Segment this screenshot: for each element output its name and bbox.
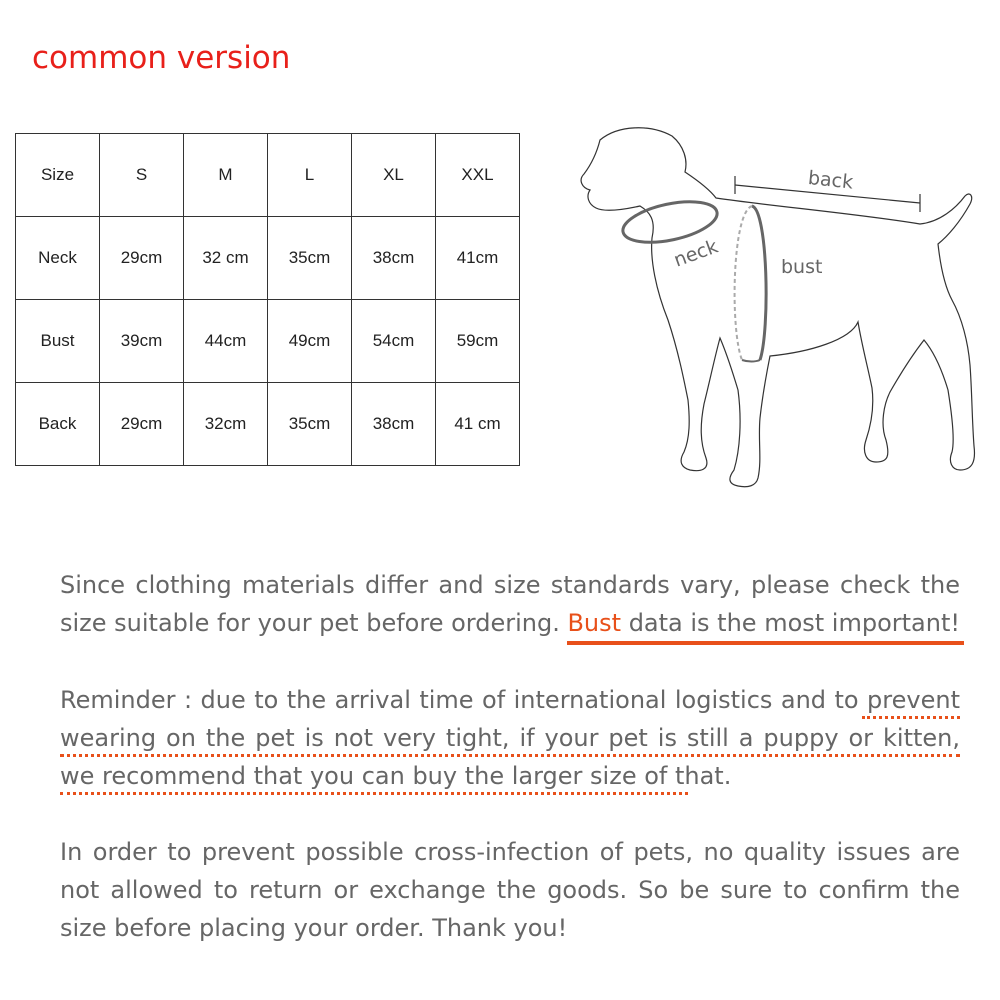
row-label: Neck <box>16 217 100 300</box>
table-cell: 35cm <box>268 217 352 300</box>
table-cell: 49cm <box>268 300 352 383</box>
note-text: data is the most important! <box>621 609 960 637</box>
table-header-cell: XL <box>352 134 436 217</box>
page-title: common version <box>32 40 291 76</box>
bust-highlight: Bust <box>567 609 622 637</box>
table-header-cell: Size <box>16 134 100 217</box>
size-check-note <box>60 566 960 642</box>
table-cell: 59cm <box>436 300 520 383</box>
table-row <box>16 383 520 466</box>
table-header-cell: L <box>268 134 352 217</box>
table-cell: 35cm <box>268 383 352 466</box>
table-cell: 29cm <box>100 217 184 300</box>
reminder-underline <box>862 716 960 719</box>
table-cell: 39cm <box>100 300 184 383</box>
neck-label: neck <box>670 235 721 272</box>
table-cell: 32cm <box>184 383 268 466</box>
row-label: Back <box>16 383 100 466</box>
note-text: Since clothing materials differ and size standards vary, please check the size suitable for your pet before ordering. <box>60 571 960 637</box>
back-label: back <box>806 166 855 194</box>
table-cell: 41cm <box>436 217 520 300</box>
dog-measurement-diagram <box>570 115 985 495</box>
return-policy-note: In order to prevent possible cross-infection of pets, no quality issues are not allowed to return or exchange the goods. So be sure to confirm the size before placing your order. Thank you! <box>60 838 960 942</box>
table-header-cell: XXL <box>436 134 520 217</box>
table-cell: 44cm <box>184 300 268 383</box>
table-header-cell: S <box>100 134 184 217</box>
dog-outline-icon <box>581 128 974 487</box>
row-label: Bust <box>16 300 100 383</box>
table-row <box>16 217 520 300</box>
table-header-row <box>16 134 520 217</box>
reminder-underline <box>60 792 688 795</box>
reminder-underline <box>60 754 960 757</box>
table-row <box>16 300 520 383</box>
table-cell: 29cm <box>100 383 184 466</box>
table-cell: 38cm <box>352 217 436 300</box>
table-header-cell: M <box>184 134 268 217</box>
table-cell: 41 cm <box>436 383 520 466</box>
size-chart-table <box>15 133 520 466</box>
table-cell: 38cm <box>352 383 436 466</box>
highlight-underline <box>567 641 964 645</box>
bust-label: bust <box>781 256 823 278</box>
table-cell: 54cm <box>352 300 436 383</box>
table-cell: 32 cm <box>184 217 268 300</box>
reminder-note: Reminder : due to the arrival time of international logistics and to prevent wearing on the pet is not very tight, if your pet is still a puppy or kitten, we recommend that you can buy the larger size of that. <box>60 686 960 790</box>
